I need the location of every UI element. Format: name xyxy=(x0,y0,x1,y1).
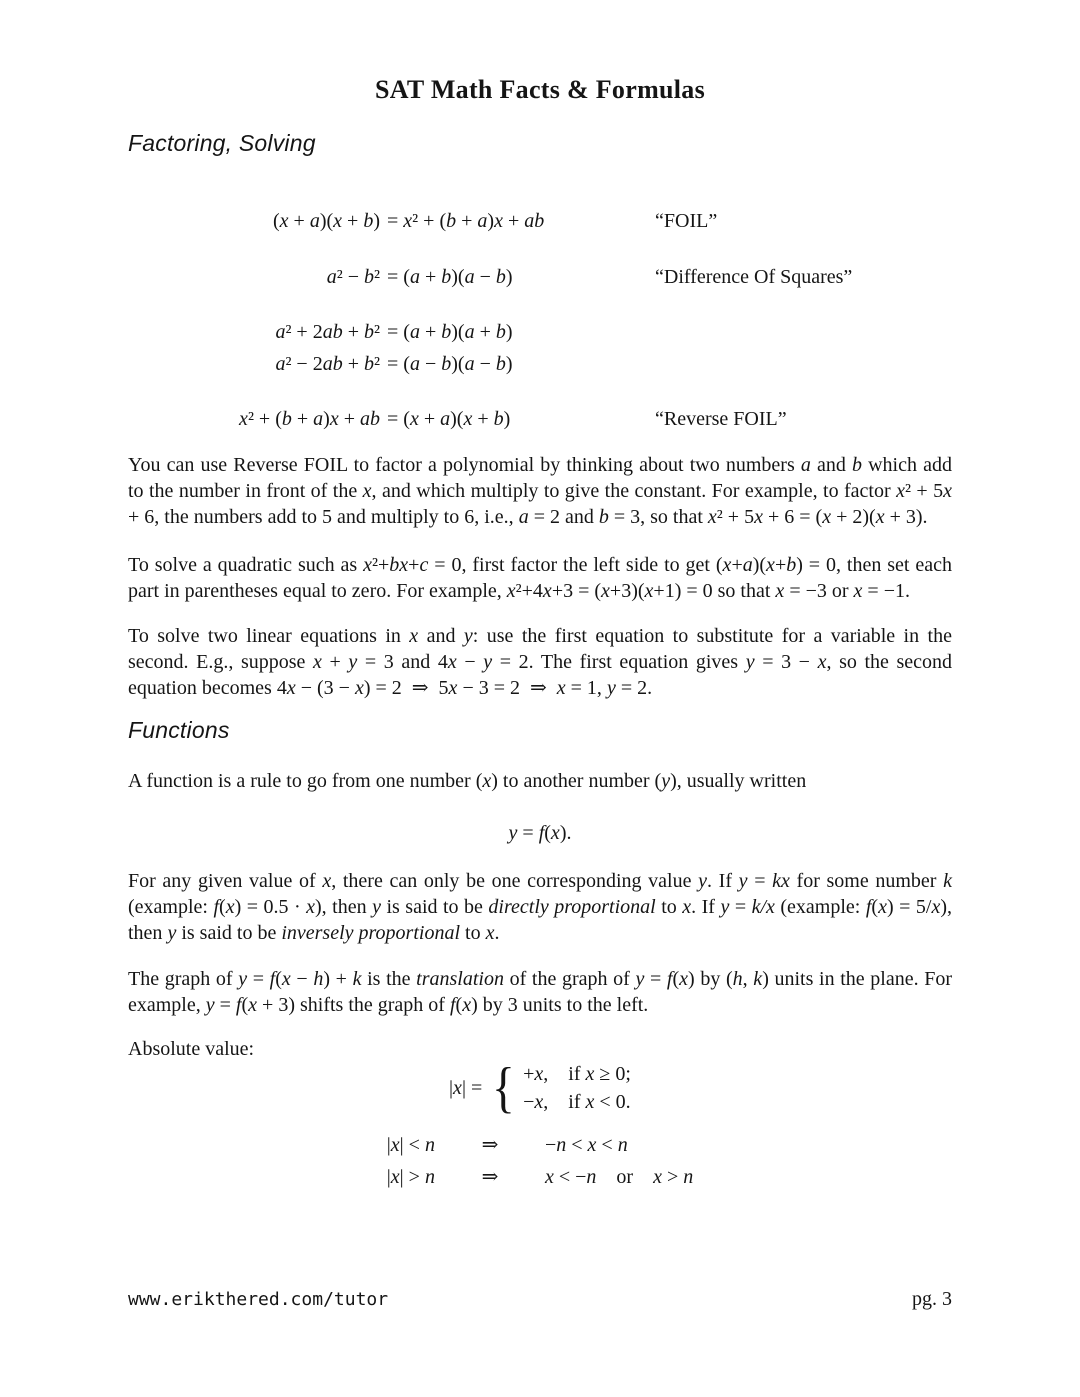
footer-url-link[interactable]: www.erikthered.com/tutor xyxy=(128,1289,389,1310)
paragraph-function-intro: A function is a rule to go from one number (x) to another number (y), usually written xyxy=(128,770,807,792)
page-footer xyxy=(128,1288,952,1311)
paragraph-solve-linear-equations: To solve two linear equations in x and y: use the first equation to substitute for a variable in the second. E.g., suppose x + y = 3 and 4x − y = 2. The first equation gives y = 3 − x, so the second equation becomes 4x − (3 − x) = 2 ⇒ 5x − 3 = 2 ⇒ x = 1, y = 2. xyxy=(128,625,953,699)
display-equation-y-equals-fx: y = f(x). xyxy=(508,822,572,844)
formula-row-square-of-sum xyxy=(128,319,952,345)
formula-lhs: (x + a)(x + b) xyxy=(272,210,380,232)
formula-lhs: a² − 2ab + b² xyxy=(275,353,380,375)
formula-row-foil xyxy=(128,208,952,234)
formula-lhs: x² + (b + a)x + ab xyxy=(239,408,380,430)
formula-rhs: = (a + b)(a + b) xyxy=(387,321,513,343)
formula-label: “Reverse FOIL” xyxy=(655,408,787,430)
formula-rhs: = (x + a)(x + b) xyxy=(387,408,511,430)
formula-rhs: = x² + (b + a)x + ab xyxy=(387,210,545,232)
implication-lhs: |x| < n xyxy=(386,1134,435,1156)
footer-page-number: pg. 3 xyxy=(912,1288,952,1310)
absolute-value-implications xyxy=(387,1132,694,1190)
cases-column xyxy=(523,1060,631,1116)
implication-lhs: |x| > n xyxy=(386,1166,435,1188)
paragraph-reverse-foil: You can use Reverse FOIL to factor a polynomial by thinking about two numbers a and b which add to the number in front of the x, and which multiply to give the constant. For example, to factor x² + 5x + 6, the numbers add to 5 and multiply to 6, i.e., a = 2 and b = 3, so that x² + 5x + 6 = (x + 2)(x + 3). xyxy=(128,454,953,528)
section-heading-factoring: Factoring, Solving xyxy=(128,130,316,156)
formula-row-difference-of-squares xyxy=(128,264,952,290)
case-nonnegative: +x, if x ≥ 0; xyxy=(523,1063,631,1085)
formula-label: “Difference Of Squares” xyxy=(655,266,853,288)
formula-rhs: = (a + b)(a − b) xyxy=(387,266,513,288)
implies-arrow: ⇒ xyxy=(481,1166,499,1188)
absolute-value-definition xyxy=(128,1057,952,1119)
paragraph-proportionality: For any given value of x, there can only be one corresponding value y. If y = kx for some number k (example: f(x) = 0.5 · x), then y is said to be directly proportional to x. If y = k/x (example: f(x) = 5/x), then y is said to be inversely proportional to x. xyxy=(128,870,952,944)
formula-lhs: a² − b² xyxy=(326,266,380,288)
section-heading-functions: Functions xyxy=(128,717,230,743)
formula-label: “FOIL” xyxy=(655,210,718,232)
page-title: SAT Math Facts & Formulas xyxy=(374,75,706,104)
page-content xyxy=(128,0,952,1190)
implication-rhs: x < −n or x > n xyxy=(544,1166,694,1188)
formula-block xyxy=(128,208,952,432)
formula-label xyxy=(655,319,952,345)
formula-rhs: = (a − b)(a − b) xyxy=(387,353,513,375)
absolute-value-label: Absolute value: xyxy=(128,1038,255,1060)
formula-label xyxy=(655,351,952,377)
implication-rhs: −n < x < n xyxy=(544,1134,628,1156)
case-negative: −x, if x < 0. xyxy=(523,1091,631,1113)
formula-row-reverse-foil xyxy=(128,406,952,432)
implies-arrow: ⇒ xyxy=(481,1134,499,1156)
paragraph-solve-quadratic: To solve a quadratic such as x²+bx+c = 0, first factor the left side to get (x+a)(x+b) = 0, then set each part in parentheses equal to zero. For example, x²+4x+3 = (x+3)(x+1) = 0 so that x = −3 or x = −1. xyxy=(128,554,952,602)
paragraph-translation: The graph of y = f(x − h) + k is the translation of the graph of y = f(x) by (h, k) units in the plane. For example, y = f(x + 3) shifts the graph of f(x) by 3 units to the left. xyxy=(128,968,953,1016)
formula-row-square-of-difference xyxy=(128,351,952,377)
cases-brace: { xyxy=(492,1057,516,1119)
absolute-value-lhs: |x| = xyxy=(449,1076,483,1099)
formula-lhs: a² + 2ab + b² xyxy=(275,321,380,343)
